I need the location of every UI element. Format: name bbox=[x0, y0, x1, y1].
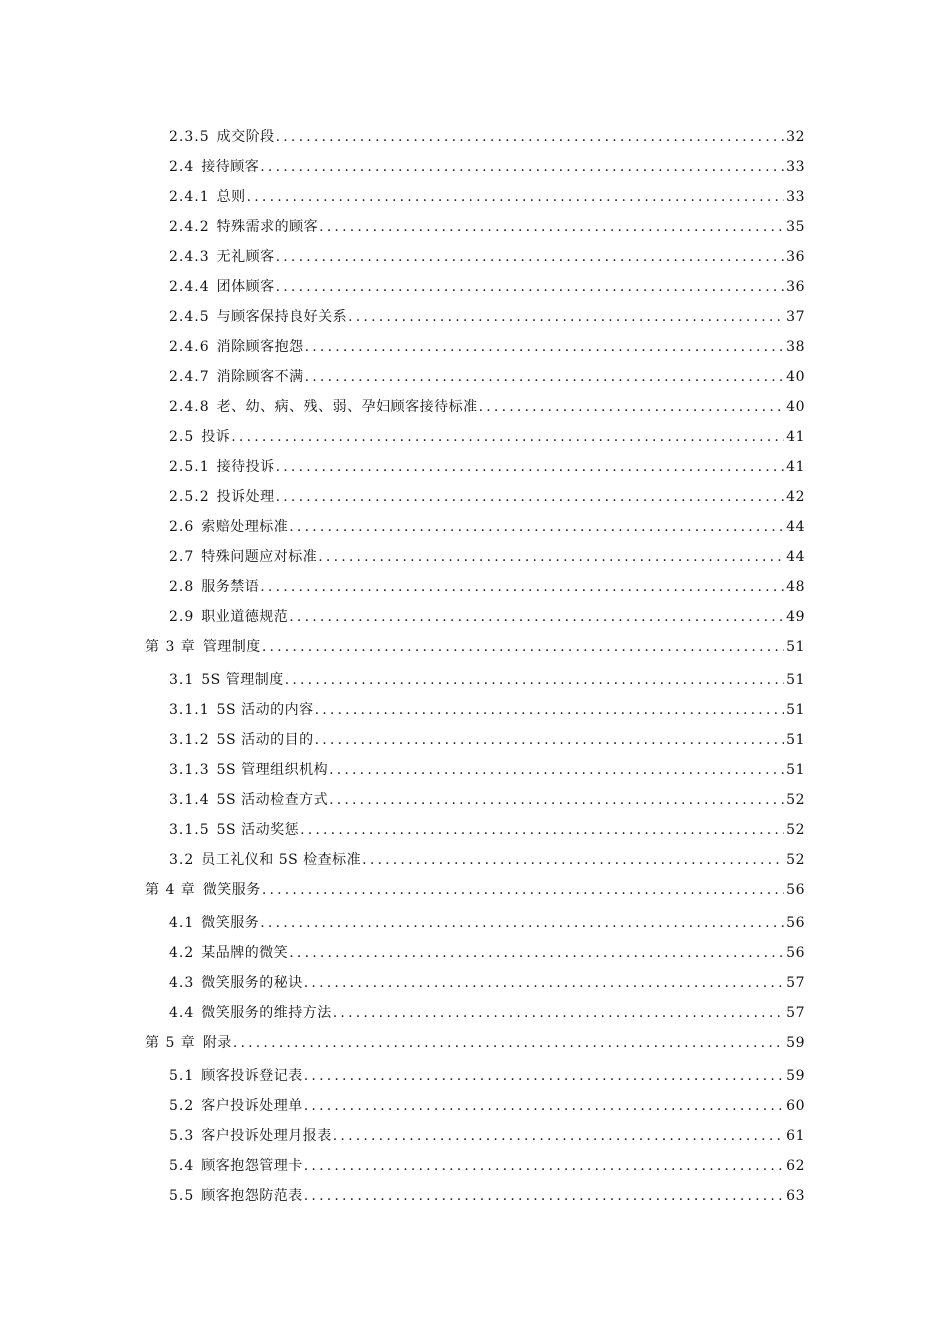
toc-entry[interactable] bbox=[169, 970, 805, 996]
toc-entry-number: 3.1.4 bbox=[169, 792, 210, 808]
toc-entry-title: 无礼顾客 bbox=[216, 249, 275, 265]
toc-entry-page-number: 44 bbox=[786, 519, 805, 535]
toc-entry-page-number: 56 bbox=[786, 915, 805, 931]
toc-entry-number: 3.1.1 bbox=[169, 702, 210, 718]
toc-entry-number: 4.2 bbox=[169, 945, 195, 961]
toc-dot-leader bbox=[289, 604, 784, 630]
toc-entry[interactable] bbox=[169, 847, 805, 873]
toc-entry[interactable] bbox=[169, 394, 805, 420]
toc-entry-page-number: 41 bbox=[786, 429, 805, 445]
toc-entry-title: 微笑服务的秘诀 bbox=[201, 975, 303, 991]
toc-entry-number: 5.5 bbox=[169, 1188, 195, 1204]
toc-entry-page-number: 33 bbox=[786, 189, 805, 205]
toc-dot-leader bbox=[300, 817, 784, 843]
toc-entry-page-number: 36 bbox=[786, 279, 805, 295]
toc-entry[interactable] bbox=[169, 757, 805, 783]
toc-entry[interactable] bbox=[169, 244, 805, 270]
toc-entry-title: 消除顾客不满 bbox=[216, 369, 304, 385]
toc-entry[interactable] bbox=[169, 1063, 805, 1089]
toc-dot-leader bbox=[329, 757, 784, 783]
toc-entry-number: 3.1.5 bbox=[169, 822, 210, 838]
toc-entry-title: 消除顾客抱怨 bbox=[216, 339, 304, 355]
toc-entry-title: 5S 管理制度 bbox=[201, 672, 284, 688]
toc-entry-title: 顾客抱怨防范表 bbox=[201, 1188, 303, 1204]
toc-entry-page-number: 36 bbox=[786, 249, 805, 265]
toc-entry[interactable] bbox=[169, 214, 805, 240]
toc-chapter-entry[interactable] bbox=[145, 634, 805, 660]
toc-entry-title: 5S 活动奖惩 bbox=[216, 822, 300, 838]
toc-dot-leader bbox=[315, 727, 785, 753]
toc-dot-leader bbox=[260, 154, 784, 180]
toc-entry-page-number: 51 bbox=[786, 639, 805, 655]
toc-entry-number: 4.1 bbox=[169, 915, 195, 931]
toc-entry[interactable] bbox=[169, 940, 805, 966]
toc-dot-leader bbox=[329, 787, 784, 813]
toc-dot-leader bbox=[348, 304, 784, 330]
toc-dot-leader bbox=[479, 394, 785, 420]
toc-entry-number: 5.1 bbox=[169, 1068, 195, 1084]
toc-dot-leader bbox=[305, 334, 785, 360]
toc-entry-number: 4.3 bbox=[169, 975, 195, 991]
toc-entry-title: 顾客投诉登记表 bbox=[201, 1068, 303, 1084]
toc-entry-number: 2.4.8 bbox=[169, 399, 210, 415]
toc-entry-page-number: 40 bbox=[786, 399, 805, 415]
toc-entry-title: 团体顾客 bbox=[216, 279, 275, 295]
toc-entry-number: 2.5.2 bbox=[169, 489, 210, 505]
toc-dot-leader bbox=[318, 544, 784, 570]
toc-dot-leader bbox=[304, 1183, 784, 1209]
toc-entry-title: 管理制度 bbox=[202, 639, 261, 655]
toc-entry-title: 客户投诉处理月报表 bbox=[201, 1128, 332, 1144]
toc-entry-title: 附录 bbox=[202, 1035, 232, 1051]
toc-entry[interactable] bbox=[169, 304, 805, 330]
toc-entry[interactable] bbox=[169, 334, 805, 360]
toc-entry-page-number: 57 bbox=[786, 975, 805, 991]
toc-entry[interactable] bbox=[169, 1093, 805, 1119]
toc-entry-page-number: 52 bbox=[786, 792, 805, 808]
toc-dot-leader bbox=[305, 364, 785, 390]
toc-entry-title: 索赔处理标准 bbox=[201, 519, 289, 535]
toc-entry-page-number: 42 bbox=[786, 489, 805, 505]
toc-entry-title: 某品牌的微笑 bbox=[201, 945, 289, 961]
toc-entry-number: 2.4.4 bbox=[169, 279, 210, 295]
toc-entry[interactable] bbox=[169, 274, 805, 300]
toc-entry-page-number: 51 bbox=[786, 762, 805, 778]
toc-entry[interactable] bbox=[169, 154, 805, 180]
toc-entry-number: 5.4 bbox=[169, 1158, 195, 1174]
toc-entry-page-number: 51 bbox=[786, 672, 805, 688]
toc-dot-leader bbox=[276, 274, 785, 300]
toc-entry[interactable] bbox=[169, 184, 805, 210]
toc-entry-title: 顾客抱怨管理卡 bbox=[201, 1158, 303, 1174]
toc-entry-title: 投诉 bbox=[201, 429, 231, 445]
toc-entry-number: 2.4.6 bbox=[169, 339, 210, 355]
toc-dot-leader bbox=[247, 184, 785, 210]
toc-entry-number: 2.8 bbox=[169, 579, 195, 595]
toc-dot-leader bbox=[315, 697, 785, 723]
toc-entry[interactable] bbox=[169, 817, 805, 843]
toc-entry[interactable] bbox=[169, 1183, 805, 1209]
toc-entry-number: 4.4 bbox=[169, 1005, 195, 1021]
toc-entry-title: 接待投诉 bbox=[216, 459, 275, 475]
toc-entry-page-number: 52 bbox=[786, 822, 805, 838]
toc-entry-page-number: 49 bbox=[786, 609, 805, 625]
toc-dot-leader bbox=[276, 484, 785, 510]
toc-entry-page-number: 40 bbox=[786, 369, 805, 385]
toc-dot-leader bbox=[289, 514, 784, 540]
toc-entry[interactable] bbox=[169, 910, 805, 936]
toc-entry[interactable] bbox=[169, 667, 805, 693]
toc-dot-leader bbox=[304, 1153, 784, 1179]
toc-entry-page-number: 32 bbox=[786, 129, 805, 145]
toc-chapter-entry[interactable] bbox=[145, 877, 805, 903]
toc-entry-number: 2.4.2 bbox=[169, 219, 210, 235]
toc-entry-number: 2.5.1 bbox=[169, 459, 210, 475]
toc-entry[interactable] bbox=[169, 364, 805, 390]
toc-entry-page-number: 62 bbox=[786, 1158, 805, 1174]
toc-dot-leader bbox=[231, 424, 784, 450]
toc-entry[interactable] bbox=[169, 544, 805, 570]
toc-entry-page-number: 38 bbox=[786, 339, 805, 355]
toc-entry-title: 投诉处理 bbox=[216, 489, 275, 505]
toc-dot-leader bbox=[319, 214, 784, 240]
toc-entry-page-number: 37 bbox=[786, 309, 805, 325]
toc-entry-number: 3.1 bbox=[169, 672, 195, 688]
toc-entry-page-number: 52 bbox=[786, 852, 805, 868]
toc-entry-number: 2.4.5 bbox=[169, 309, 210, 325]
toc-dot-leader bbox=[260, 910, 784, 936]
toc-entry-title: 服务禁语 bbox=[201, 579, 260, 595]
toc-entry-number: 3.2 bbox=[169, 852, 195, 868]
toc-entry[interactable] bbox=[169, 604, 805, 630]
toc-entry-page-number: 44 bbox=[786, 549, 805, 565]
toc-entry-number: 2.7 bbox=[169, 549, 195, 565]
toc-entry-title: 微笑服务的维持方法 bbox=[201, 1005, 332, 1021]
toc-entry-number: 2.5 bbox=[169, 429, 195, 445]
toc-entry-page-number: 51 bbox=[786, 732, 805, 748]
toc-entry-number: 3.1.3 bbox=[169, 762, 210, 778]
toc-entry-title: 5S 管理组织机构 bbox=[216, 762, 329, 778]
toc-entry-page-number: 61 bbox=[786, 1128, 805, 1144]
toc-entry[interactable] bbox=[169, 1000, 805, 1026]
toc-entry-number: 5.3 bbox=[169, 1128, 195, 1144]
toc-entry-title: 员工礼仪和 5S 检查标准 bbox=[201, 852, 362, 868]
toc-dot-leader bbox=[276, 454, 785, 480]
toc-entry-title: 老、幼、病、残、弱、孕妇顾客接待标准 bbox=[216, 399, 478, 415]
toc-dot-leader bbox=[285, 667, 784, 693]
toc-dot-leader bbox=[233, 1030, 784, 1056]
toc-entry-page-number: 35 bbox=[786, 219, 805, 235]
toc-entry-number: 2.6 bbox=[169, 519, 195, 535]
toc-entry[interactable] bbox=[169, 124, 805, 150]
toc-entry-title: 5S 活动检查方式 bbox=[216, 792, 329, 808]
toc-entry-number: 2.9 bbox=[169, 609, 195, 625]
toc-dot-leader bbox=[276, 124, 785, 150]
toc-entry-number: 2.4.1 bbox=[169, 189, 210, 205]
toc-entry-number: 2.4 bbox=[169, 159, 195, 175]
toc-entry-page-number: 33 bbox=[786, 159, 805, 175]
toc-entry-number: 2.4.3 bbox=[169, 249, 210, 265]
toc-entry[interactable] bbox=[169, 574, 805, 600]
toc-entry[interactable] bbox=[169, 727, 805, 753]
toc-dot-leader bbox=[276, 244, 785, 270]
toc-entry[interactable] bbox=[169, 454, 805, 480]
toc-entry-title: 特殊问题应对标准 bbox=[201, 549, 318, 565]
toc-entry-title: 5S 活动的目的 bbox=[216, 732, 314, 748]
toc-dot-leader bbox=[304, 1093, 784, 1119]
toc-entry[interactable] bbox=[169, 1153, 805, 1179]
toc-chapter-entry[interactable] bbox=[145, 1030, 805, 1056]
toc-entry-title: 特殊需求的顾客 bbox=[216, 219, 319, 235]
toc-entry-number: 第 5 章 bbox=[145, 1035, 196, 1051]
toc-dot-leader bbox=[333, 1123, 784, 1149]
toc-entry-number: 2.3.5 bbox=[169, 129, 210, 145]
toc-entry-page-number: 59 bbox=[786, 1035, 805, 1051]
toc-dot-leader bbox=[304, 1063, 784, 1089]
toc-entry-page-number: 63 bbox=[786, 1188, 805, 1204]
toc-entry-number: 2.4.7 bbox=[169, 369, 210, 385]
toc-dot-leader bbox=[362, 847, 784, 873]
toc-dot-leader bbox=[289, 940, 784, 966]
toc-entry-page-number: 41 bbox=[786, 459, 805, 475]
toc-entry-page-number: 51 bbox=[786, 702, 805, 718]
toc-entry-title: 职业道德规范 bbox=[201, 609, 289, 625]
toc-dot-leader bbox=[304, 970, 784, 996]
toc-entry-number: 第 4 章 bbox=[145, 882, 196, 898]
toc-dot-leader bbox=[260, 574, 784, 600]
toc-dot-leader bbox=[262, 634, 784, 660]
toc-entry-page-number: 56 bbox=[786, 945, 805, 961]
toc-entry[interactable] bbox=[169, 424, 805, 450]
toc-entry-title: 接待顾客 bbox=[201, 159, 260, 175]
toc-entry[interactable] bbox=[169, 514, 805, 540]
toc-entry[interactable] bbox=[169, 697, 805, 723]
toc-entry-title: 客户投诉处理单 bbox=[201, 1098, 303, 1114]
toc-dot-leader bbox=[262, 877, 784, 903]
toc-entry-title: 成交阶段 bbox=[216, 129, 275, 145]
toc-entry-page-number: 57 bbox=[786, 1005, 805, 1021]
toc-entry-number: 5.2 bbox=[169, 1098, 195, 1114]
toc-entry[interactable] bbox=[169, 787, 805, 813]
toc-entry-title: 微笑服务 bbox=[202, 882, 261, 898]
toc-entry-title: 5S 活动的内容 bbox=[216, 702, 314, 718]
toc-entry-title: 微笑服务 bbox=[201, 915, 260, 931]
toc-entry-number: 第 3 章 bbox=[145, 639, 196, 655]
toc-dot-leader bbox=[333, 1000, 784, 1026]
toc-entry-page-number: 59 bbox=[786, 1068, 805, 1084]
toc-entry[interactable] bbox=[169, 484, 805, 510]
toc-entry-page-number: 60 bbox=[786, 1098, 805, 1114]
toc-entry-number: 3.1.2 bbox=[169, 732, 210, 748]
toc-entry[interactable] bbox=[169, 1123, 805, 1149]
toc-entry-title: 与顾客保持良好关系 bbox=[216, 309, 348, 325]
toc-entry-page-number: 56 bbox=[786, 882, 805, 898]
toc-entry-page-number: 48 bbox=[786, 579, 805, 595]
toc-entry-title: 总则 bbox=[216, 189, 246, 205]
